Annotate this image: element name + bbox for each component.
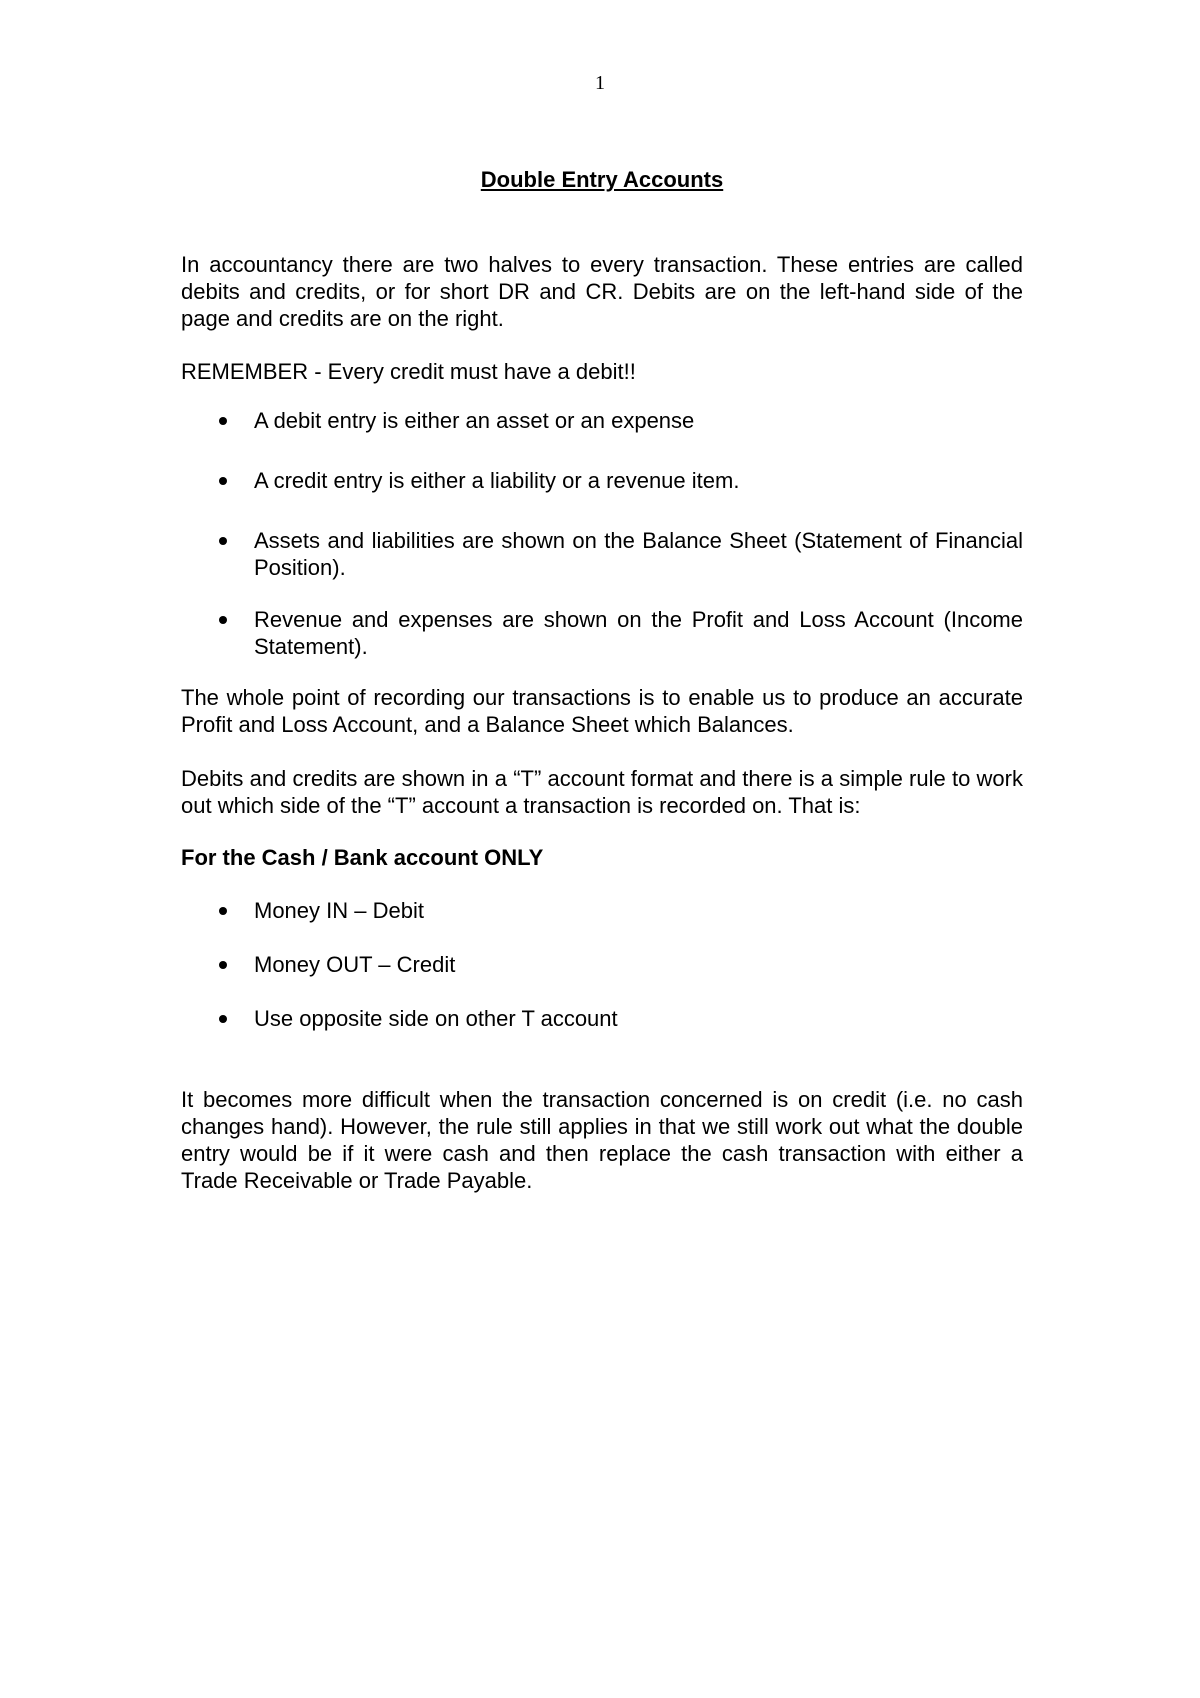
list-item-text: Money IN – Debit [254, 898, 424, 923]
list-item-text: Use opposite side on other T account [254, 1006, 618, 1031]
list-item-text: A credit entry is either a liability or a revenue item. [254, 468, 740, 493]
list-item [181, 467, 1023, 494]
cash-bank-rules-list [181, 897, 1023, 1032]
bullet-icon [219, 537, 227, 545]
whole-point-paragraph: The whole point of recording our transactions is to enable us to produce an accurate Profit and Loss Account, and a Balance Sheet which Balances. [181, 685, 1023, 737]
document-body [181, 166, 1023, 1194]
list-item [181, 897, 1023, 924]
list-item [181, 407, 1023, 434]
bullet-icon [219, 1015, 227, 1023]
list-item [181, 527, 1023, 581]
t-account-paragraph: Debits and credits are shown in a “T” account format and there is a simple rule to work out which side of the “T” account a transaction is recorded on. That is: [181, 766, 1023, 818]
bullet-icon [219, 907, 227, 915]
list-item [181, 606, 1023, 660]
intro-paragraph: In accountancy there are two halves to every transaction. These entries are called debits and credits, or for short DR and CR. Debits are on the left-hand side of the page and credits are on the right. [181, 252, 1023, 331]
cash-bank-subheading: For the Cash / Bank account ONLY [181, 845, 544, 870]
list-item-text: Assets and liabilities are shown on the Balance Sheet (Statement of Financial Position). [254, 528, 1023, 580]
page-number: 1 [595, 72, 605, 94]
list-item [181, 951, 1023, 978]
debit-credit-rules-list [181, 407, 1023, 660]
remember-note: REMEMBER - Every credit must have a debit!! [181, 359, 636, 384]
bullet-icon [219, 616, 227, 624]
list-item-text: A debit entry is either an asset or an expense [254, 408, 695, 433]
list-item-text: Revenue and expenses are shown on the Profit and Loss Account (Income Statement). [254, 607, 1023, 659]
closing-paragraph: It becomes more difficult when the transaction concerned is on credit (i.e. no cash changes hand). However, the rule still applies in that we still work out what the double entry would be if it were cash and then replace the cash transaction with either a Trade Receivable or Trade Payable. [181, 1087, 1023, 1193]
bullet-icon [219, 477, 227, 485]
document-title: Double Entry Accounts [480, 167, 724, 192]
list-item [181, 1005, 1023, 1032]
bullet-icon [219, 417, 227, 425]
bullet-icon [219, 961, 227, 969]
list-item-text: Money OUT – Credit [254, 952, 456, 977]
